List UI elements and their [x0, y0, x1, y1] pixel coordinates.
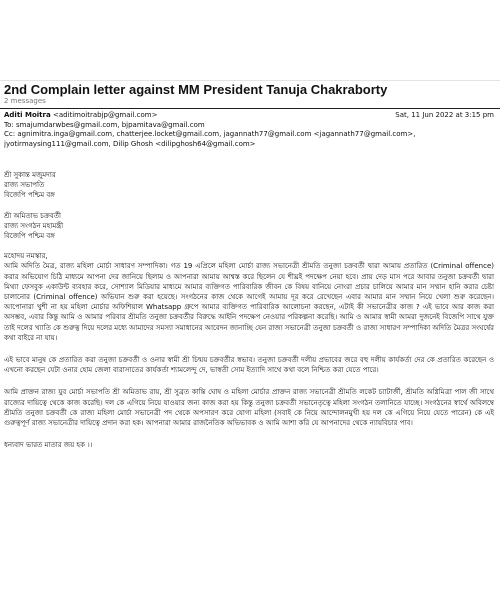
top-whitespace: [0, 0, 500, 81]
cc-row: [4, 130, 494, 140]
recipient-1-name: শ্রী সুকান্ত মজুমদার: [4, 171, 56, 179]
recipient-1-org: বিজেপি পশ্চিম বঙ্গ: [4, 191, 55, 200]
recipient-2-title: রাজ্য সংগঠন মহামন্ত্রী: [4, 221, 64, 230]
recipient-2-name: শ্রী অমিতাভ চক্রবর্তী: [4, 211, 61, 220]
email-body: [4, 170, 494, 450]
paragraph-3: আমি প্রাক্তন রাজ্য যুব মোর্চা সভাপতি শ্রী অমিতাভ রায়, শ্রী সুব্রত কান্তি ঘোষ ও মহিলা মোর্চার প্রাক্তন রাজ্য সভানেত্রী শ্রীমতি লকেট চ্যাটার্জী, শ্রীমতি অগ্নিমিত্রা পাল জী সাথে রাজ্যের দায়িত্বে থেকে কাজ করেছি। দল কে এগিয়ে নিয়ে যাওয়ার জন্য কাজ করা হয় কিন্তু তনুজা চক্রবর্তী সভানেতৃত্বে মহিলা সংগঠন তলানিতে যাচ্ছে। সংগঠনের স্বার্থে অবিলম্বে শ্রীমতি তনুজা চক্রবর্তী কে রাজ্য মহিলা মোর্চা সভানেত্রী পদ থেকে অপসারণ করে যোগ্য মহিলা (সবাই কে নিয়ে আন্দোলনমুখী হয় দল কে এগিয়ে নিয়ে যেতে পারেন) কে এই গুরুত্বপূর্ণ রাজ্য সভানেত্রীর দায়িত্বে প্রদান করা হক। আপনারা আমার রাজনৈতিক অভিভাবক ও আমি আশা করি যে আপনাদের থেকে ন্যায়বিচার পাব।: [4, 388, 494, 428]
cc-recipients[interactable]: agnimitra.inga@gmail.com, chatterjee.locket@gmail.com, jagannath77@gmail.com <jagannath77@gmail.com>,: [17, 130, 416, 138]
paragraph-1: আমি অদিতি মৈত্র, রাজ্য মহিলা মোর্চা সাধারণ সম্পাদিকা। গত 19 এপ্রিলে মহিলা মোর্চা রাজ্য সভানেত্রী শ্রীমতি তনুজা চক্রবর্তী দ্বারা আমায় প্রতারিত (Criminal offence) করার অভিযোগ চিঠি মাধ্যমে আপনা দের জানিয়ে ছিলাম ও আপনারা আমায় আশ্বস্ত করে ছিলেন যে শীঘ্রই পদক্ষেপ নেয়া হবে। প্রায় দেড় মাস পরে আবার তনুজা চক্রবর্তী দ্বারা মিথ্যা ফেসবুক একাউন্ট ব্যবহার করে, সোশ্যাল মিডিয়ার মাধ্যমে আমার ব্যক্তিগত পারিবারিক জীবন কে বিষয় বানিয়ে নোংরা প্রচার চালিয়ে আমার মান সম্মান হানি করার চেষ্টা চালানোর (Criminal offence) অভিযান শুরু করা হয়েছে। সংগঠনের কাজ থেকে আগেই আমায় দূর করে রেখেছেন এবার আমার মান সম্মান নিয়ে খেলা শুরু করেছেন। আপোনারা খুশী না হয় মহিলা মোর্চার অফিশিয়াল Whatsapp গ্রুপে আমার ব্যক্তিগত পারিবারিক আলোচনা করছেন, এটাই কী সভানেত্রীর কাজ ? এই ভাবে আর কাজ করা অসম্ভব, এবার কিন্তু আমি ও আমার পরিবার শ্রীমতি তনুজা চক্রবর্তীর বিরুদ্ধে আইনি পদক্ষেপ নেওয়ার পরিকল্পনা করেছি। আমি ও আমার স্বামী আমরা দুজনেই বিজেপি সাথে যুক্ত তাই দলের খ্যাতি কে শুরুত্ব দিয়ে দলের মধ্যে আমাদের সমস্যা সমাধানের আবেদন জানাচ্ছি যেন রাজ্য সভানেত্রী তনুজা চক্রবর্তী ও রাজ্য সাধারণ সম্পাদিকা অদিতি মৈত্রর সংঘর্ষের কথা বাইরে না যায়।: [4, 262, 494, 342]
recipient-1-title: রাজ্য সভাপতি: [4, 181, 45, 190]
message-count: 2 messages: [4, 97, 46, 105]
sender-name: Aditi Moitra: [4, 111, 51, 119]
email-subject: 2nd Complain letter against MM President Tanuja Chakraborty: [4, 82, 388, 97]
sender[interactable]: [4, 111, 157, 121]
recipient-block-1: [4, 170, 494, 201]
salutation: মহোদয় নমস্কার,: [4, 252, 48, 261]
to-recipients[interactable]: smajumdarwbes@gmail.com, bjpamitava@gmail.com: [15, 120, 205, 129]
to-row: [4, 121, 494, 131]
cc-label: Cc:: [4, 130, 16, 138]
to-label: To:: [4, 120, 14, 129]
email-date: Sat, 11 Jun 2022 at 3:15 pm: [395, 111, 494, 119]
sender-row: [4, 111, 494, 121]
header-divider: [0, 108, 500, 109]
cc-row-continued[interactable]: jyotirmaysing111@gmail.com, Dilip Ghosh <dilipghosh64@gmail.com>: [4, 139, 256, 148]
email-header: [4, 111, 494, 149]
paragraph-2: এই ভাবে মানুষ কে প্রতারিত করা তনুজা চক্রবর্তী ও ওনার স্বামী শ্রী চিন্ময় চক্রবর্তীর স্বভাব। তনুজা চক্রবর্তী দলীয় প্রভাবের জরে বহু দলীয় কার্যকর্তা দের কে প্রতারিত করেছেন ও এখনো করছেন যেটা ওনার হোম জেলা বারাসাতের কার্যকর্তা শ্যামলেন্দু দে, ভাস্বতী সোম ইত্যাদি সাথে কথা বলে নিশ্চিত করা যেতে পারে।: [4, 356, 494, 375]
recipient-block-2: [4, 211, 494, 242]
closing-line: ধন্যবাদ ভারত মাতার জয় হক ।।: [4, 441, 93, 450]
recipient-2-org: বিজেপি পশ্চিম বঙ্গ: [4, 232, 55, 241]
sender-email: <aditimoitrabjp@gmail.com>: [52, 111, 158, 119]
